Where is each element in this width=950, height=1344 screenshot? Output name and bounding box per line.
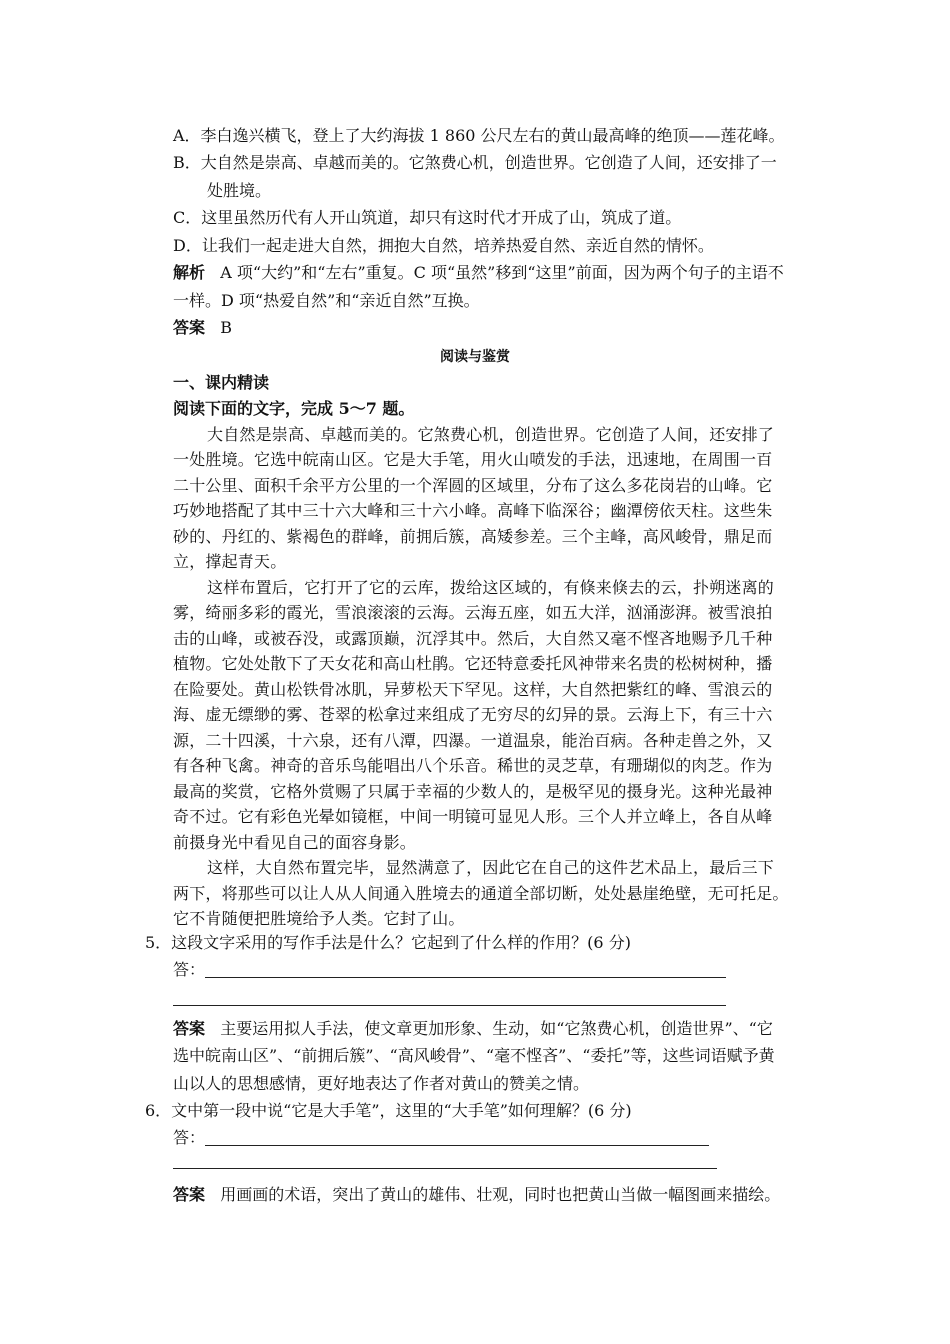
passage-line: 源，二十四溪，十六泉，还有八潭，四瀑。一道温泉，能治百病。各种走兽之外，又 — [173, 731, 773, 750]
option-b: B．大自然是崇高、卓越而美的。它煞费心机，创造世界。它创造了人间，还安排了一 — [173, 153, 777, 172]
passage-line: 二十公里、面积千余平方公里的一个浑圆的区域里，分布了这么多花岗岩的山峰。它 — [173, 476, 773, 495]
option-b-continued: 处胜境。 — [207, 181, 272, 200]
q6-answer-text-1: 用画画的术语，突出了黄山的雄伟、壮观，同时也把黄山当做一幅图画来描绘。 — [220, 1185, 781, 1204]
option-c: C．这里虽然历代有人开山筑道，却只有这时代才开成了山，筑成了道。 — [173, 208, 682, 227]
section-title: 阅读与鉴赏 — [440, 349, 510, 365]
q6-answer-line-1[interactable] — [205, 1145, 709, 1146]
answer-label: 答案 — [173, 318, 206, 337]
passage-line: 立，撑起青天。 — [173, 552, 287, 571]
passage-line: 雾，绮丽多彩的霞光，雪浪滚滚的云海。云海五座，如五大洋，汹涌澎湃。被雪浪拍 — [173, 603, 773, 622]
q5-answer-text-3: 山以人的思想感情，更好地表达了作者对黄山的赞美之情。 — [173, 1074, 590, 1093]
q6-answer-line — [173, 1185, 780, 1205]
instruction: 阅读下面的文字，完成 5～7 题。 — [173, 399, 415, 418]
q6-answer-line-2[interactable] — [173, 1168, 717, 1169]
passage-line: 前摄身光中看见自己的面容身影。 — [173, 833, 417, 852]
passage-line: 在险要处。黄山松铁骨冰肌，异萝松天下罕见。这样，大自然把紫红的峰、雪浪云的 — [173, 680, 773, 699]
passage-line: 砂的、丹红的、紫褐色的群峰，前拥后簇，高矮参差。三个主峰，高风峻骨，鼎足而 — [173, 527, 773, 546]
analysis-text-1: A 项“大约”和“左右”重复。C 项“虽然”移到“这里”前面，因为两个句子的主语不 — [220, 263, 784, 282]
passage-line: 这样布置后，它打开了它的云库，拨给这区域的，有倏来倏去的云，扑朔迷离的 — [207, 578, 775, 597]
part-heading: 一、课内精读 — [173, 373, 270, 392]
passage-line: 一处胜境。它选中皖南山区。它是大手笔，用火山喷发的手法，迅速地，在周围一百 — [173, 450, 773, 469]
q6-answer-label: 答案 — [173, 1185, 206, 1204]
passage-line: 最高的奖赏，它格外赏赐了只属于幸福的少数人的，是极罕见的摄身光。这种光最神 — [173, 782, 773, 801]
analysis-line-1 — [173, 263, 784, 283]
q6-answer-prompt: 答： — [173, 1128, 206, 1147]
passage-line: 击的山峰，或被吞没，或露顶巅，沉浮其中。然后，大自然又毫不悭吝地赐予几千种 — [173, 629, 773, 648]
q5-answer-line-1[interactable] — [205, 977, 726, 978]
answer-line — [173, 318, 232, 338]
passage-line: 奇不过。它有彩色光晕如镜框，中间一明镜可显见人形。三个人并立峰上，各自从峰 — [173, 807, 773, 826]
passage-line: 有各种飞禽。神奇的音乐鸟能唱出八个乐音。稀世的灵芝草，有珊瑚似的肉芝。作为 — [173, 756, 773, 775]
option-a: A．李白逸兴横飞，登上了大约海拔 1 860 公尺左右的黄山最高峰的绝顶——莲花峰。 — [173, 126, 785, 145]
q5-answer-line-1-text — [173, 1019, 773, 1039]
passage-line: 两下，将那些可以让人从人间通入胜境去的通道全部切断，处处悬崖绝壁，无可托足。 — [173, 884, 789, 903]
analysis-line-2: 一样。D 项“热爱自然”和“亲近自然”互换。 — [173, 291, 480, 310]
passage-line: 海、虚无缥缈的雾、苍翠的松拿过来组成了无穷尽的幻异的景。云海上下，有三十六 — [173, 705, 773, 724]
passage-line: 大自然是崇高、卓越而美的。它煞费心机，创造世界。它创造了人间，还安排了 — [207, 425, 775, 444]
question-6: 6．文中第一段中说“它是大手笔”，这里的“大手笔”如何理解？(6 分) — [145, 1101, 632, 1120]
analysis-label: 解析 — [173, 263, 206, 282]
question-5: 5．这段文字采用的写作手法是什么？它起到了什么样的作用？(6 分) — [145, 933, 631, 952]
q5-answer-prompt: 答： — [173, 960, 206, 979]
q5-answer-text-2: 选中皖南山区”、“前拥后簇”、“高风峻骨”、“毫不悭吝”、“委托”等，这些词语赋予黄 — [173, 1046, 775, 1065]
q5-answer-line-2[interactable] — [173, 1005, 726, 1006]
passage-line: 这样，大自然布置完毕，显然满意了，因此它在自己的这件艺术品上，最后三下 — [207, 858, 775, 877]
answer-value: B — [220, 318, 233, 337]
q5-answer-text-1: 主要运用拟人手法，使文章更加形象、生动，如“它煞费心机，创造世界”、“它 — [220, 1019, 773, 1038]
passage-line: 植物。它处处散下了天女花和高山杜鹃。它还特意委托风神带来名贵的松树树种，播 — [173, 654, 773, 673]
q5-answer-label: 答案 — [173, 1019, 206, 1038]
passage-line: 它不肯随便把胜境给予人类。它封了山。 — [173, 909, 465, 928]
passage-line: 巧妙地搭配了其中三十六大峰和三十六小峰。高峰下临深谷；幽潭傍依天柱。这些朱 — [173, 501, 773, 520]
option-d: D．让我们一起走进大自然，拥抱大自然，培养热爱自然、亲近自然的情怀。 — [173, 236, 714, 255]
